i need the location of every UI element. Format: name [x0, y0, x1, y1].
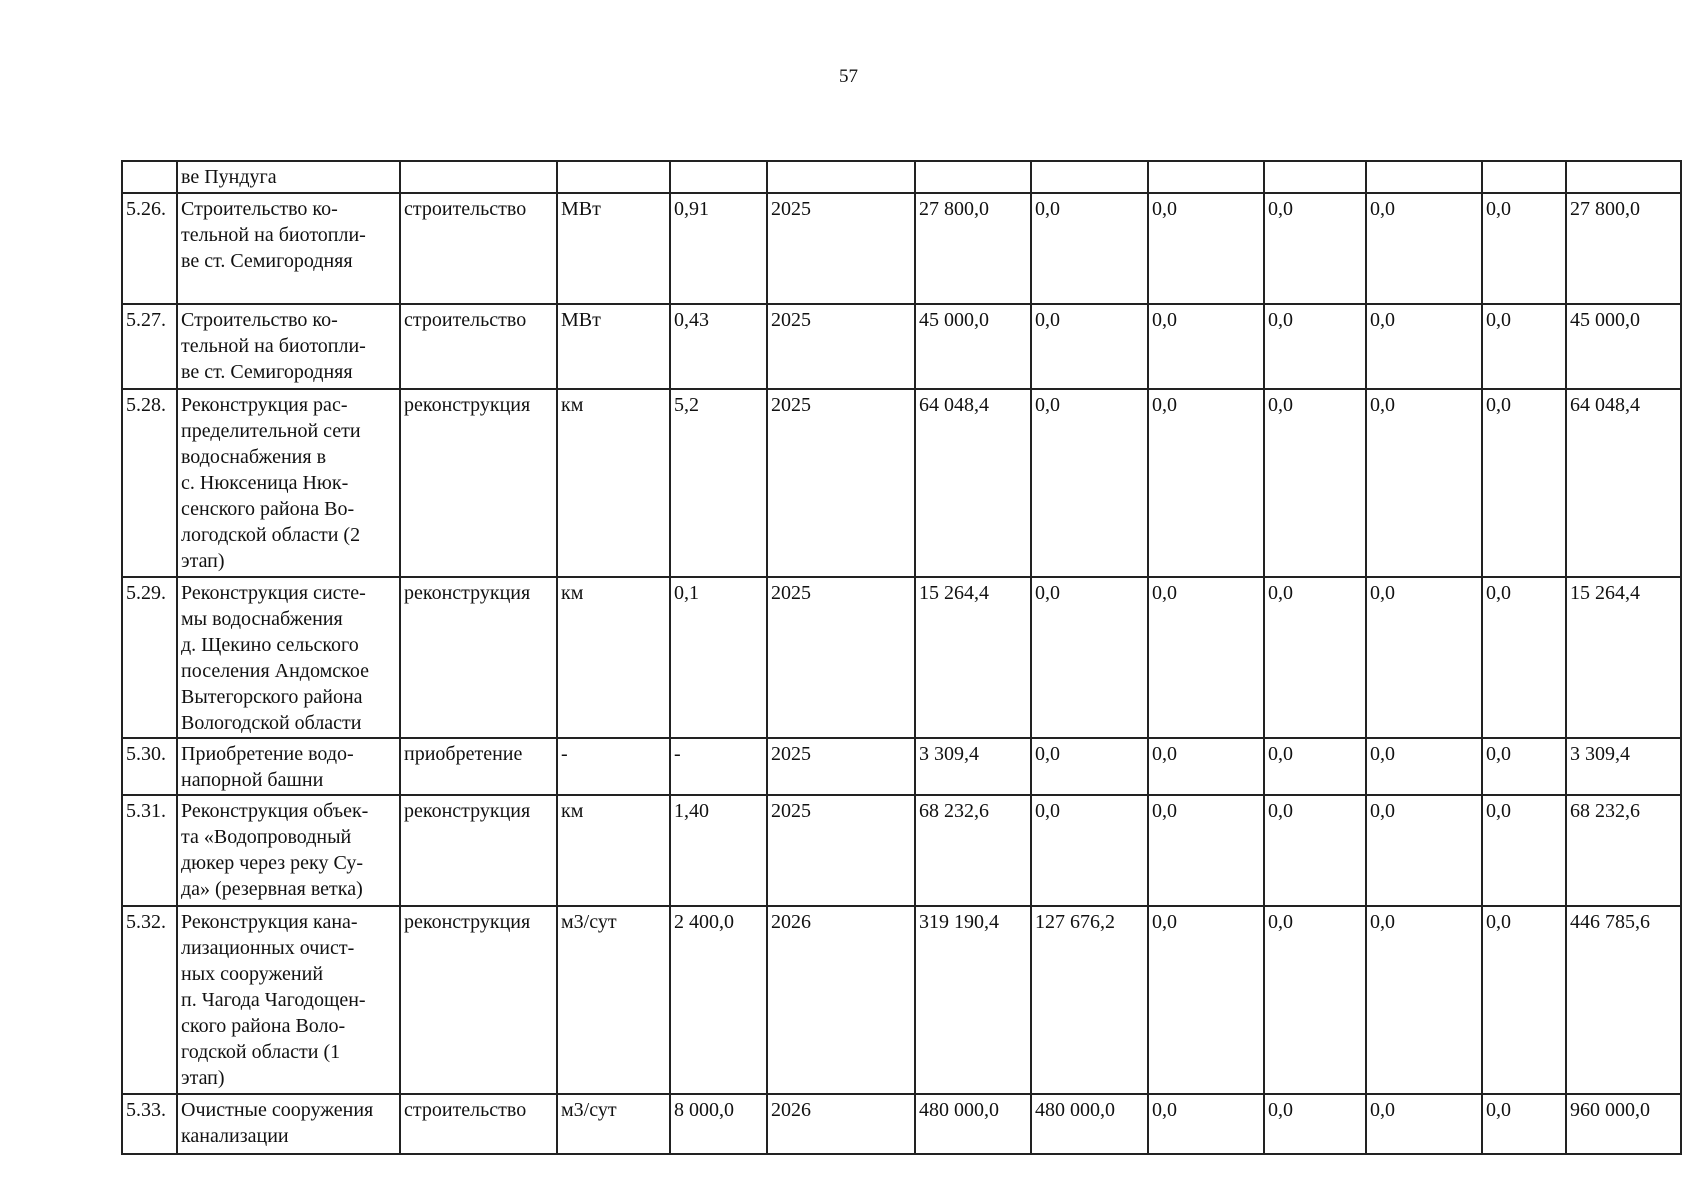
cell-unit: км [557, 795, 670, 906]
name-line: д. Щекино сельского [181, 634, 359, 656]
cell-value-3: 0,0 [1148, 304, 1264, 389]
cell-value-6: 0,0 [1482, 389, 1566, 577]
cell-year: 2025 [767, 577, 915, 738]
cell-value-3 [1148, 161, 1264, 193]
cell-value-4: 0,0 [1264, 304, 1366, 389]
name-line: тельной на биотопли- [181, 224, 366, 246]
cell-number: 5.31. [122, 795, 177, 906]
cell-value-5: 0,0 [1366, 577, 1482, 738]
cell-total: 446 785,6 [1566, 906, 1681, 1094]
cell-name [177, 1094, 400, 1154]
name-line: та «Водопроводный [181, 826, 352, 848]
cell-value-3: 0,0 [1148, 906, 1264, 1094]
name-line: пределительной сети [181, 420, 361, 442]
cell-value-1: 480 000,0 [915, 1094, 1031, 1154]
cell-value-4: 0,0 [1264, 906, 1366, 1094]
cell-number: 5.26. [122, 193, 177, 304]
cell-year: 2026 [767, 1094, 915, 1154]
cell-value-1: 64 048,4 [915, 389, 1031, 577]
name-line: ского района Воло- [181, 1015, 346, 1037]
name-line: тельной на биотопли- [181, 335, 366, 357]
cell-value-4: 0,0 [1264, 795, 1366, 906]
cell-capacity: - [670, 738, 767, 795]
table-row [122, 577, 1681, 738]
cell-value-3: 0,0 [1148, 795, 1264, 906]
name-line: да» (резервная ветка) [181, 878, 363, 900]
cell-value-6: 0,0 [1482, 193, 1566, 304]
cell-value-4: 0,0 [1264, 738, 1366, 795]
cell-total: 45 000,0 [1566, 304, 1681, 389]
name-line: ных сооружений [181, 963, 324, 985]
table-row [122, 795, 1681, 906]
cell-unit [557, 161, 670, 193]
cell-unit: км [557, 389, 670, 577]
cell-value-5: 0,0 [1366, 1094, 1482, 1154]
cell-value-5: 0,0 [1366, 304, 1482, 389]
cell-value-5: 0,0 [1366, 193, 1482, 304]
cell-year: 2025 [767, 193, 915, 304]
cell-value-1: 68 232,6 [915, 795, 1031, 906]
name-line: Реконструкция объек- [181, 800, 369, 822]
cell-value-3: 0,0 [1148, 1094, 1264, 1154]
name-line: Строительство ко- [181, 309, 338, 331]
cell-unit: МВт [557, 304, 670, 389]
table-row [122, 1094, 1681, 1154]
cell-capacity: 8 000,0 [670, 1094, 767, 1154]
cell-value-4: 0,0 [1264, 389, 1366, 577]
cell-total: 3 309,4 [1566, 738, 1681, 795]
name-line: мы водоснабжения [181, 608, 343, 630]
table-body [122, 161, 1681, 1154]
cell-value-5: 0,0 [1366, 795, 1482, 906]
name-line: Очистные сооружения [181, 1099, 374, 1121]
cell-value-6: 0,0 [1482, 304, 1566, 389]
name-line: водоснабжения в [181, 446, 327, 468]
name-line: логодской области (2 [181, 524, 361, 546]
cell-value-2 [1031, 161, 1148, 193]
cell-value-4: 0,0 [1264, 577, 1366, 738]
name-line: сенского района Во- [181, 498, 355, 520]
name-line: лизационных очист- [181, 937, 355, 959]
cell-value-6: 0,0 [1482, 738, 1566, 795]
name-line: ве Пундуга [181, 166, 277, 188]
cell-work-type: строительство [400, 1094, 557, 1154]
cell-number: 5.32. [122, 906, 177, 1094]
cell-value-6 [1482, 161, 1566, 193]
table-row [122, 304, 1681, 389]
cell-year: 2025 [767, 738, 915, 795]
cell-name [177, 389, 400, 577]
name-line: Вологодской области [181, 712, 362, 734]
cell-number: 5.28. [122, 389, 177, 577]
name-line: поселения Андомское [181, 660, 369, 682]
cell-year: 2025 [767, 304, 915, 389]
cell-name [177, 738, 400, 795]
cell-number: 5.29. [122, 577, 177, 738]
cell-value-2: 0,0 [1031, 304, 1148, 389]
cell-value-4 [1264, 161, 1366, 193]
cell-unit: - [557, 738, 670, 795]
name-line: дюкер через реку Су- [181, 852, 363, 874]
cell-value-3: 0,0 [1148, 193, 1264, 304]
cell-value-5: 0,0 [1366, 389, 1482, 577]
cell-name [177, 577, 400, 738]
name-line: этап) [181, 550, 225, 572]
cell-work-type: строительство [400, 193, 557, 304]
cell-value-2: 0,0 [1031, 389, 1148, 577]
cell-work-type: строительство [400, 304, 557, 389]
page-number: 57 [839, 66, 858, 87]
cell-work-type [400, 161, 557, 193]
cell-year: 2025 [767, 795, 915, 906]
name-line: Приобретение водо- [181, 743, 354, 765]
cell-value-2: 480 000,0 [1031, 1094, 1148, 1154]
cell-value-3: 0,0 [1148, 738, 1264, 795]
cell-work-type: приобретение [400, 738, 557, 795]
name-line: Реконструкция систе- [181, 582, 366, 604]
name-line: ве ст. Семигородняя [181, 250, 353, 272]
cell-value-1: 15 264,4 [915, 577, 1031, 738]
name-line: напорной башни [181, 769, 324, 791]
cell-value-1: 319 190,4 [915, 906, 1031, 1094]
table-row [122, 193, 1681, 304]
name-line: Реконструкция кана- [181, 911, 358, 933]
cell-value-6: 0,0 [1482, 795, 1566, 906]
cell-unit: км [557, 577, 670, 738]
cell-name [177, 193, 400, 304]
cell-name [177, 795, 400, 906]
name-line: канализации [181, 1125, 289, 1147]
cell-value-5: 0,0 [1366, 906, 1482, 1094]
cell-capacity: 0,43 [670, 304, 767, 389]
cell-value-2: 0,0 [1031, 738, 1148, 795]
name-line: годской области (1 [181, 1041, 341, 1063]
cell-value-2: 127 676,2 [1031, 906, 1148, 1094]
cell-total [1566, 161, 1681, 193]
cell-name [177, 161, 400, 193]
cell-value-5 [1366, 161, 1482, 193]
table-row [122, 738, 1681, 795]
cell-work-type: реконструкция [400, 795, 557, 906]
cell-number: 5.33. [122, 1094, 177, 1154]
cell-work-type: реконструкция [400, 389, 557, 577]
cell-total: 15 264,4 [1566, 577, 1681, 738]
name-line: с. Нюксеница Нюк- [181, 472, 349, 494]
cell-value-2: 0,0 [1031, 193, 1148, 304]
cell-work-type: реконструкция [400, 577, 557, 738]
cell-value-6: 0,0 [1482, 906, 1566, 1094]
cell-capacity: 0,91 [670, 193, 767, 304]
cell-number: 5.30. [122, 738, 177, 795]
table-row [122, 906, 1681, 1094]
table-row [122, 161, 1681, 193]
cell-value-1: 45 000,0 [915, 304, 1031, 389]
cell-year [767, 161, 915, 193]
cell-number: 5.27. [122, 304, 177, 389]
cell-name [177, 906, 400, 1094]
cell-total: 68 232,6 [1566, 795, 1681, 906]
cell-value-5: 0,0 [1366, 738, 1482, 795]
cell-capacity: 0,1 [670, 577, 767, 738]
cell-value-1 [915, 161, 1031, 193]
cell-capacity: 2 400,0 [670, 906, 767, 1094]
cell-value-6: 0,0 [1482, 1094, 1566, 1154]
table-row [122, 389, 1681, 577]
cell-name [177, 304, 400, 389]
name-line: Вытегорского района [181, 686, 363, 708]
cell-value-4: 0,0 [1264, 1094, 1366, 1154]
name-line: этап) [181, 1067, 225, 1089]
cell-value-1: 27 800,0 [915, 193, 1031, 304]
cell-unit: м3/сут [557, 1094, 670, 1154]
cell-capacity: 1,40 [670, 795, 767, 906]
cell-total: 64 048,4 [1566, 389, 1681, 577]
name-line: Строительство ко- [181, 198, 338, 220]
cell-value-6: 0,0 [1482, 577, 1566, 738]
investment-table [121, 160, 1682, 1155]
cell-value-2: 0,0 [1031, 577, 1148, 738]
cell-total: 960 000,0 [1566, 1094, 1681, 1154]
name-line: п. Чагода Чагодощен- [181, 989, 366, 1011]
cell-capacity [670, 161, 767, 193]
cell-year: 2026 [767, 906, 915, 1094]
cell-unit: МВт [557, 193, 670, 304]
cell-capacity: 5,2 [670, 389, 767, 577]
cell-work-type: реконструкция [400, 906, 557, 1094]
name-line: ве ст. Семигородняя [181, 361, 353, 383]
cell-value-3: 0,0 [1148, 389, 1264, 577]
cell-number [122, 161, 177, 193]
cell-unit: м3/сут [557, 906, 670, 1094]
cell-total: 27 800,0 [1566, 193, 1681, 304]
cell-value-1: 3 309,4 [915, 738, 1031, 795]
cell-value-3: 0,0 [1148, 577, 1264, 738]
cell-year: 2025 [767, 389, 915, 577]
cell-value-2: 0,0 [1031, 795, 1148, 906]
cell-value-4: 0,0 [1264, 193, 1366, 304]
name-line: Реконструкция рас- [181, 394, 348, 416]
